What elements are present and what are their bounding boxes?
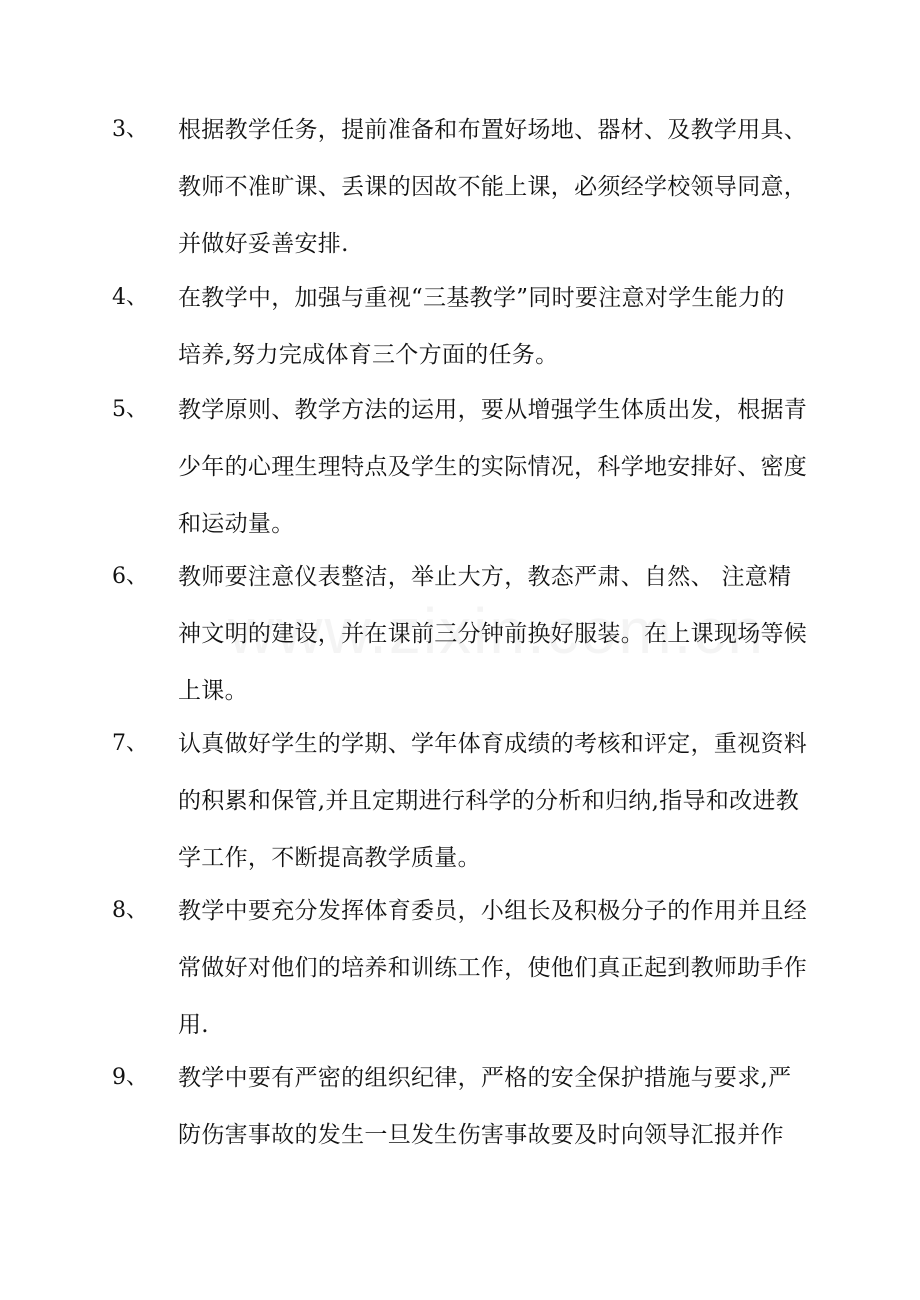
item-text-line: 用. [178, 1012, 209, 1038]
item-text-line: 根据教学任务，提前准备和布置好场地、器材、及教学用具、 [178, 117, 808, 143]
item-text-line: 和运动量。 [178, 511, 295, 537]
item-number: 4、 [112, 285, 148, 310]
item-number: 6、 [112, 564, 148, 589]
item-text-line: 教学中要充分发挥体育委员，小组长及积极分子的作用并且经 [178, 898, 808, 924]
item-text-line: 在教学中，加强与重视“三基教学”同时要注意对学生能力的 [178, 285, 785, 311]
item-text-line: 少年的心理生理特点及学生的实际情况，科学地安排好、密度 [178, 454, 808, 480]
item-text-line: 培养,努力完成体育三个方面的任务。 [178, 342, 559, 368]
item-number: 8、 [112, 898, 148, 923]
item-text-line: 常做好对他们的培养和训练工作，使他们真正起到教师助手作 [178, 955, 808, 981]
item-number: 7、 [112, 731, 148, 756]
item-text-line: 认真做好学生的学期、学年体育成绩的考核和评定，重视资料 [178, 731, 808, 757]
item-text-line: 神文明的建设，并在课前三分钟前换好服装。在上课现场等候 [178, 621, 808, 647]
item-text-line: 教学中要有严密的组织纪律，严格的安全保护措施与要求,严 [178, 1065, 792, 1091]
item-text-line: 教师要注意仪表整洁，举止大方，教态严肃、自然、 注意精 [178, 564, 792, 590]
item-number: 3、 [112, 117, 148, 142]
item-text-line: 学工作，不断提高教学质量。 [178, 845, 481, 871]
item-text-line: 的积累和保管,并且定期进行科学的分析和归纳,指导和改进教 [178, 788, 800, 814]
item-number: 5、 [112, 397, 148, 422]
item-text-line: 教学原则、教学方法的运用，要从增强学生体质出发，根据青 [178, 397, 808, 423]
item-text-line: 并做好妥善安排. [178, 231, 349, 257]
item-text-line: 教师不准旷课、丢课的因故不能上课，必须经学校领导同意， [178, 174, 808, 200]
item-number: 9、 [112, 1065, 148, 1090]
item-text-line: 防伤害事故的发生一旦发生伤害事故要及时向领导汇报并作 [178, 1122, 784, 1148]
item-text-line: 上课。 [178, 678, 248, 704]
